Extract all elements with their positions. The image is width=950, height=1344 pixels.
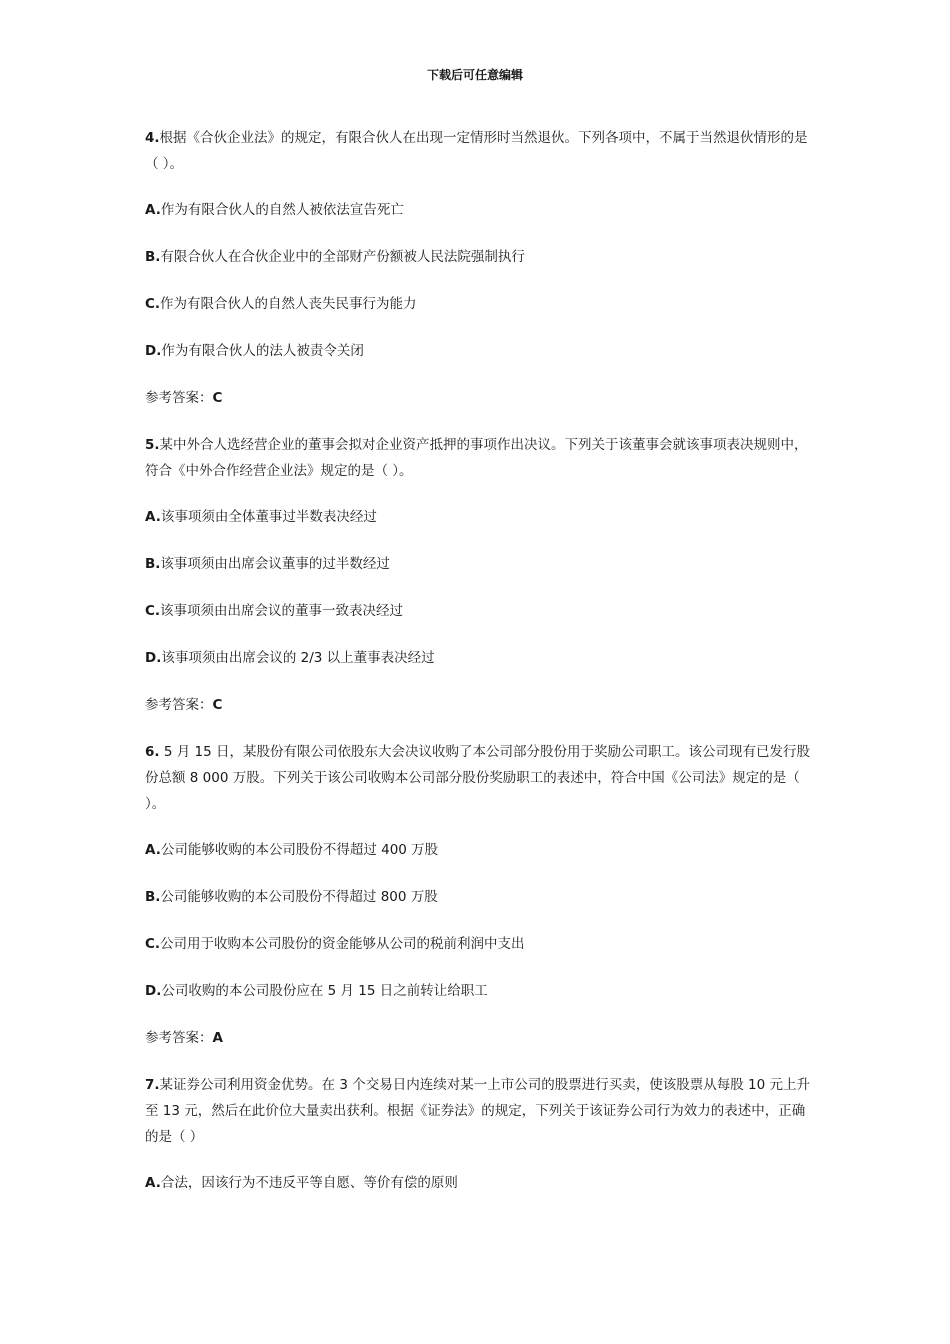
option-text: 公司能够收购的本公司股份不得超过 400 万股: [160, 842, 439, 858]
option-a: [145, 837, 810, 863]
option-letter: D.: [145, 650, 162, 666]
document-content: [145, 125, 810, 1217]
option-text: 作为有限合伙人的自然人被依法宣告死亡: [160, 202, 404, 218]
option-b: [145, 551, 810, 577]
option-letter: A.: [145, 842, 161, 858]
option-text: 该事项须由出席会议董事的过半数经过: [160, 556, 390, 572]
option-a: [145, 504, 810, 530]
question-number: 5.: [145, 437, 160, 453]
question-number: 6.: [145, 744, 160, 760]
option-a: [145, 197, 810, 223]
option-letter: D.: [145, 983, 162, 999]
answer-label: 参考答案：: [145, 697, 213, 713]
option-letter: D.: [145, 343, 162, 359]
option-letter: B.: [145, 249, 161, 265]
answer-label: 参考答案：: [145, 1030, 213, 1046]
option-d: [145, 645, 810, 671]
answer-value: A: [212, 1030, 223, 1046]
answer-value: C: [212, 390, 223, 406]
option-c: [145, 291, 810, 317]
answer-label: 参考答案：: [145, 390, 213, 406]
option-text: 该事项须由全体董事过半数表决经过: [160, 509, 377, 525]
answer: [145, 1025, 810, 1051]
option-d: [145, 978, 810, 1004]
question-text: 根据《合伙企业法》的规定，有限合伙人在出现一定情形时当然退伙。下列各项中，不属于当然退伙情形的是（ ）。: [145, 130, 808, 172]
question-text: 5 月 15 日，某股份有限公司依股东大会决议收购了本公司部分股份用于奖励公司职工。该公司现有已发行股份总额 8 000 万股。下列关于该公司收购本公司部分股份奖励职工的表述中，符合中国《公司法》规定的是（ ）。: [145, 744, 810, 812]
question-text: 某中外合人选经营企业的董事会拟对企业资产抵押的事项作出决议。下列关于该董事会就该事项表决规则中，符合《中外合作经营企业法》规定的是（ ）。: [145, 437, 808, 479]
question-4: [145, 125, 810, 177]
option-letter: A.: [145, 1175, 161, 1191]
question-7: [145, 1072, 810, 1150]
option-c: [145, 598, 810, 624]
option-letter: B.: [145, 889, 161, 905]
option-letter: B.: [145, 556, 161, 572]
question-6: [145, 739, 810, 817]
answer-value: C: [212, 697, 223, 713]
option-b: [145, 884, 810, 910]
option-letter: A.: [145, 202, 161, 218]
option-b: [145, 244, 810, 270]
option-text: 该事项须由出席会议的 2/3 以上董事表决经过: [161, 650, 435, 666]
option-letter: C.: [145, 603, 161, 619]
option-letter: C.: [145, 936, 161, 952]
question-number: 4.: [145, 130, 160, 146]
option-letter: A.: [145, 509, 161, 525]
option-text: 作为有限合伙人的自然人丧失民事行为能力: [160, 296, 417, 312]
option-a: [145, 1170, 810, 1196]
option-text: 公司能够收购的本公司股份不得超过 800 万股: [160, 889, 438, 905]
page-header: 下载后可任意编辑: [426, 68, 523, 82]
question-number: 7.: [145, 1077, 160, 1093]
question-5: [145, 432, 810, 484]
option-text: 公司收购的本公司股份应在 5 月 15 日之前转让给职工: [161, 983, 488, 999]
option-text: 有限合伙人在合伙企业中的全部财产份额被人民法院强制执行: [160, 249, 525, 265]
option-d: [145, 338, 810, 364]
answer: [145, 692, 810, 718]
option-text: 合法，因该行为不违反平等自愿、等价有偿的原则: [160, 1175, 458, 1191]
answer: [145, 385, 810, 411]
option-letter: C.: [145, 296, 161, 312]
option-text: 公司用于收购本公司股份的资金能够从公司的税前利润中支出: [160, 936, 525, 952]
option-text: 作为有限合伙人的法人被责令关闭: [161, 343, 364, 359]
option-text: 该事项须由出席会议的董事一致表决经过: [160, 603, 404, 619]
option-c: [145, 931, 810, 957]
question-text: 某证券公司利用资金优势。在 3 个交易日内连续对某一上市公司的股票进行买卖，使该股票从每股 10 元上升至 13 元，然后在此价位大量卖出获利。根据《证券法》的规定，下列关于该证券公司行为效力的表述中，正确的是（ ）: [145, 1077, 810, 1145]
